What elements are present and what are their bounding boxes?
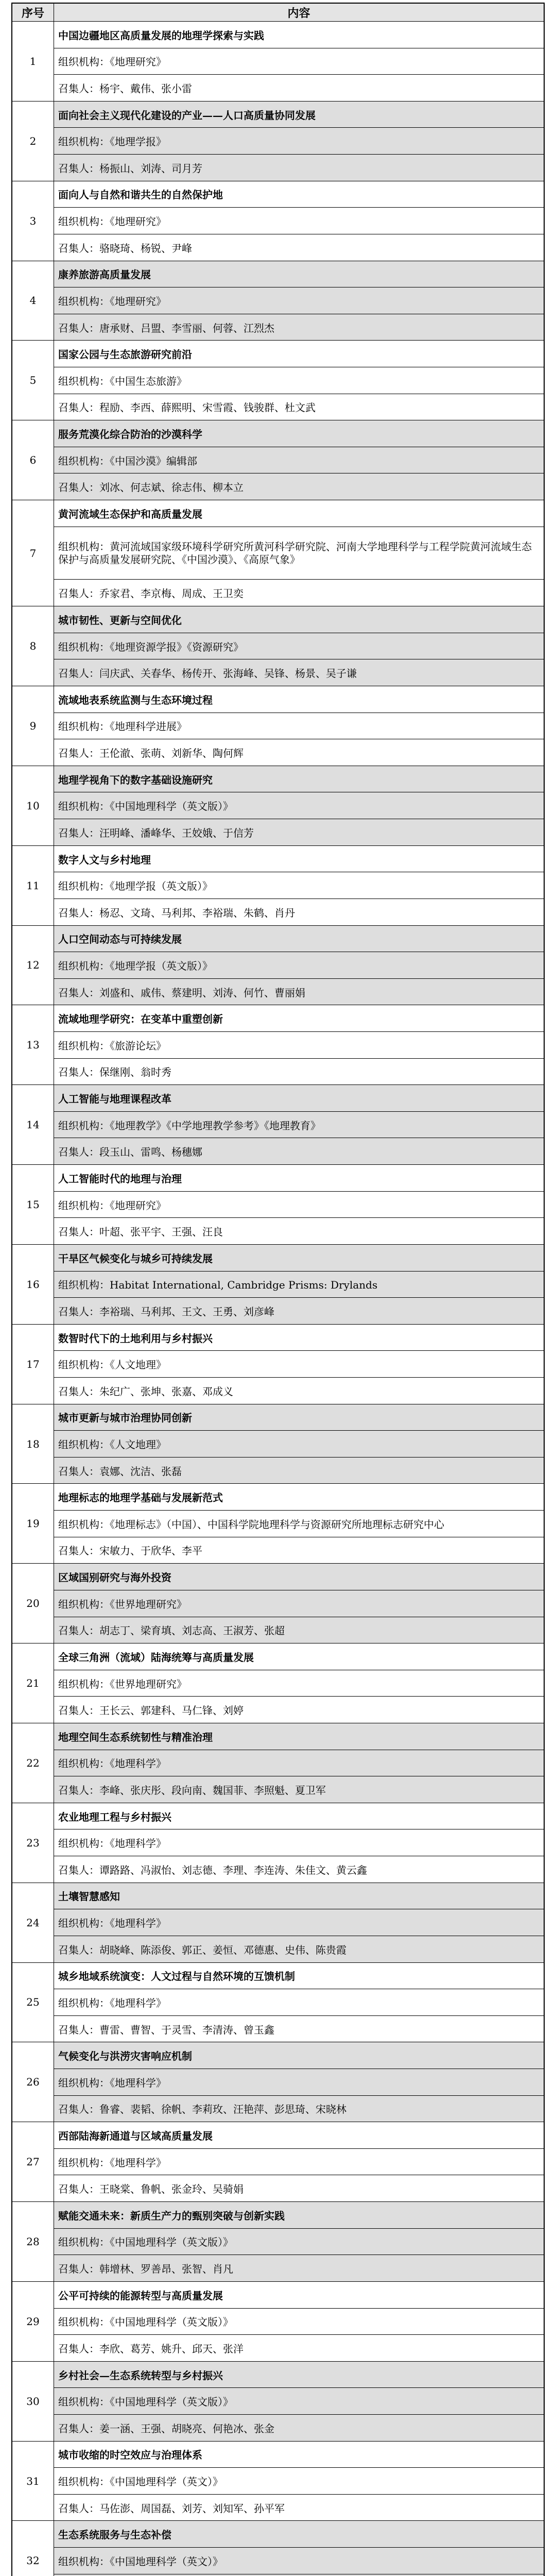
- row-content: [54, 181, 544, 261]
- row-content: [54, 846, 544, 925]
- table-row: [12, 606, 544, 686]
- row-number: 18: [12, 1404, 54, 1484]
- session-organizer: 组织机构：《人文地理》: [54, 1431, 544, 1458]
- session-title: 面向社会主义现代化建设的产业——人口高质量协同发展: [54, 101, 544, 128]
- table-row: [12, 1085, 544, 1165]
- session-conveners: 召集人：闫庆武、关春华、杨传开、张海峰、吴锋、杨景、吴子谦: [54, 659, 544, 686]
- row-number: 26: [12, 2042, 54, 2122]
- session-title: 城市更新与城市治理协同创新: [54, 1404, 544, 1431]
- row-number: 9: [12, 686, 54, 766]
- table-row: [12, 2122, 544, 2202]
- table-row: [12, 2521, 544, 2576]
- row-number: 4: [12, 261, 54, 341]
- header-num: 序号: [12, 4, 54, 21]
- session-conveners: 召集人：曹雷、曹智、于灵雪、李清涛、曾玉鑫: [58, 2023, 274, 2036]
- session-organizer: 组织机构：《地理学报（英文版）》: [54, 952, 544, 979]
- row-content: [54, 2042, 544, 2122]
- row-content: [54, 2202, 544, 2281]
- session-title: 生态系统服务与生态补偿: [54, 2521, 544, 2548]
- session-title: 城乡地域系统演变：人文过程与自然环境的互馈机制: [54, 1963, 544, 1990]
- row-content: [54, 420, 544, 500]
- table-row: [12, 1883, 544, 1963]
- table-row: [12, 1484, 544, 1564]
- table-row: [12, 2202, 544, 2282]
- table-row: [12, 1165, 544, 1245]
- session-organizer: 组织机构：《地理研究》: [54, 208, 544, 234]
- row-content: [54, 2122, 544, 2201]
- session-title: 土壤智慧感知: [54, 1883, 544, 1910]
- row-number: 25: [12, 1963, 54, 2042]
- session-organizer: 组织机构：《地理研究》: [54, 48, 544, 75]
- table-row: [12, 341, 544, 420]
- row-content: [54, 2362, 544, 2441]
- row-content: [54, 1883, 544, 1962]
- row-number: 22: [12, 1723, 54, 1803]
- session-title: 地理标志的地理学基础与发展新范式: [54, 1484, 544, 1511]
- session-organizer: 组织机构：Habitat International, Cambridge Prisms: Drylands: [54, 1272, 544, 1298]
- table-row: [12, 500, 544, 606]
- row-content: [54, 341, 544, 420]
- session-title: 面向人与自然和谐共生的自然保护地: [54, 181, 544, 208]
- row-number: 6: [12, 420, 54, 500]
- session-title: 公平可持续的能源转型与高质量发展: [54, 2282, 544, 2309]
- table-row: [12, 22, 544, 101]
- session-conveners: 召集人：王长云、郭建科、马仁锋、刘婷: [58, 1704, 244, 1717]
- row-content: [54, 1404, 544, 1484]
- row-number: 15: [12, 1165, 54, 1244]
- table-row: [12, 1404, 544, 1484]
- table-row: [12, 1643, 544, 1723]
- table-row: [12, 181, 544, 261]
- row-content: [54, 1723, 544, 1803]
- session-organizer: 组织机构：《地理学报（英文版）》: [54, 872, 544, 899]
- session-organizer: 组织机构：《地理研究》: [54, 287, 544, 314]
- session-organizer: 组织机构：《地理科学进展》: [54, 713, 544, 740]
- session-conveners: 召集人：杨振山、刘涛、司月芳: [54, 155, 544, 181]
- row-number: 1: [12, 22, 54, 101]
- session-conveners: 召集人：王晓棠、鲁帆、张金玲、吴骑娟: [58, 2183, 244, 2196]
- row-content: [54, 101, 544, 181]
- session-title: 城市收缩的时空效应与治理体系: [54, 2442, 544, 2468]
- session-organizer: 组织机构：《地理科学》: [54, 1829, 544, 1856]
- session-organizer: 组织机构：《中国沙漠》编辑部: [54, 447, 544, 474]
- row-number: 10: [12, 766, 54, 845]
- row-content: [54, 261, 544, 341]
- session-conveners: 召集人：韩增林、罗善昂、张智、肖凡: [54, 2255, 544, 2281]
- session-conveners: 召集人：乔家君、李京梅、周成、王卫奕: [58, 587, 244, 600]
- session-conveners: 召集人：保继刚、翁时秀: [58, 1066, 171, 1079]
- session-conveners: 召集人：胡晓峰、陈添俊、郭正、姜恒、邓德惠、史伟、陈贵霞: [54, 1936, 544, 1962]
- session-conveners: 召集人：刘盛和、戚伟、蔡建明、刘涛、何竹、曹丽娟: [54, 979, 544, 1005]
- session-conveners: 召集人：马佐澎、周国磊、刘芳、刘知军、孙平军: [58, 2502, 285, 2515]
- session-title: 人工智能与地理课程改革: [54, 1085, 544, 1112]
- row-number: 19: [12, 1484, 54, 1563]
- session-title: 黄河流域生态保护和高质量发展: [54, 500, 544, 527]
- session-title: 地理空间生态系统韧性与精准治理: [54, 1723, 544, 1750]
- session-conveners: 召集人：王伦澈、张萌、刘新华、陶何辉: [58, 747, 244, 760]
- header-content: 内容: [287, 6, 310, 20]
- session-title: 数智时代下的土地利用与乡村振兴: [54, 1325, 544, 1351]
- row-content: [54, 1643, 544, 1723]
- program-table: [11, 3, 545, 2576]
- session-organizer: 组织机构：《中国地理科学（英文版）》: [54, 2309, 544, 2335]
- table-row: [12, 846, 544, 926]
- session-title: 地理学视角下的数字基础设施研究: [54, 766, 544, 793]
- session-organizer: 组织机构：《地理标志》（中国）、中国科学院地理科学与资源研究所地理标志研究中心: [54, 1511, 544, 1537]
- row-number: 20: [12, 1564, 54, 1643]
- row-number: 30: [12, 2362, 54, 2441]
- row-content: [54, 22, 544, 101]
- session-title: 西部陆海新通道与区域高质量发展: [54, 2122, 544, 2149]
- row-number: 24: [12, 1883, 54, 1962]
- session-conveners: 召集人：李峰、张庆彤、段向南、魏国菲、李照魁、夏卫军: [54, 1776, 544, 1803]
- session-organizer: 组织机构：《地理科学》: [54, 1909, 544, 1936]
- row-content: [54, 2442, 544, 2521]
- session-conveners: 召集人：谭路路、冯淑怡、刘志德、李理、李连涛、朱佳文、黄云鑫: [58, 1863, 367, 1876]
- row-content: [54, 500, 544, 606]
- row-content: [54, 1325, 544, 1404]
- session-conveners: 召集人：唐承财、吕盟、李雪丽、何蓉、江烈杰: [54, 314, 544, 341]
- row-number: 5: [12, 341, 54, 420]
- row-content: [54, 1564, 544, 1643]
- table-row: [12, 101, 544, 181]
- session-title: 康养旅游高质量发展: [54, 261, 544, 288]
- row-number: 8: [12, 606, 54, 686]
- table-row: [12, 766, 544, 846]
- session-conveners: 召集人：杨宇、戴伟、张小雷: [58, 82, 192, 95]
- session-conveners: 召集人：李裕瑞、马利邦、王文、王勇、刘彦峰: [54, 1298, 544, 1324]
- row-number: 28: [12, 2202, 54, 2281]
- row-content: [54, 2521, 544, 2576]
- session-title: 国家公园与生态旅游研究前沿: [54, 341, 544, 367]
- row-number: 21: [12, 1643, 54, 1723]
- row-content: [54, 1484, 544, 1563]
- session-organizer: 组织机构：《地理资源学报》《资源研究》: [54, 633, 544, 660]
- row-number: 23: [12, 1803, 54, 1883]
- row-content: [54, 1005, 544, 1084]
- row-number: 2: [12, 101, 54, 181]
- table-row: [12, 1963, 544, 2043]
- session-organizer: 组织机构：《地理科学》: [54, 2149, 544, 2176]
- table-row: [12, 1325, 544, 1404]
- session-organizer: 组织机构：《地理学报》: [54, 128, 544, 155]
- session-organizer: 组织机构：《地理教学》《中学地理教学参考》《地理教育》: [54, 1112, 544, 1139]
- session-organizer: 组织机构：《人文地理》: [54, 1351, 544, 1378]
- session-title: 服务荒漠化综合防治的沙漠科学: [54, 420, 544, 447]
- session-title: 气候变化与洪涝灾害响应机制: [54, 2042, 544, 2069]
- session-organizer: 组织机构：《中国地理科学（英文版）》: [54, 2388, 544, 2415]
- table-row: [12, 1005, 544, 1085]
- table-row: [12, 1245, 544, 1325]
- row-number: 17: [12, 1325, 54, 1404]
- session-organizer: 组织机构：《中国地理科学（英文）》: [54, 2548, 544, 2574]
- session-organizer: 组织机构：《地理研究》: [54, 1192, 544, 1218]
- row-number: 3: [12, 181, 54, 261]
- row-number: 7: [12, 500, 54, 606]
- session-conveners: 召集人：汪明峰、潘峰华、王姣娥、于信芳: [54, 819, 544, 845]
- session-title: 流域地理学研究：在变革中重塑创新: [54, 1005, 544, 1032]
- row-number: 16: [12, 1245, 54, 1324]
- session-conveners: 召集人：鲁睿、裴韬、徐帆、李莉玫、汪艳萍、彭思琦、宋晓林: [54, 2096, 544, 2122]
- table-row: [12, 2442, 544, 2521]
- table-row: [12, 2042, 544, 2122]
- session-title: 流域地表系统监测与生态环境过程: [54, 686, 544, 713]
- table-row: [12, 1803, 544, 1883]
- table-row: [12, 261, 544, 341]
- row-content: [54, 1245, 544, 1324]
- row-content: [54, 606, 544, 686]
- session-organizer: 组织机构：《地理科学》: [54, 2069, 544, 2096]
- table-row: [12, 1723, 544, 1803]
- session-title: 赋能交通未来：新质生产力的甄别突破与创新实践: [54, 2202, 544, 2229]
- session-conveners: 召集人：李欣、葛芳、姚升、邱天、张洋: [58, 2342, 244, 2355]
- session-organizer: 组织机构：《中国地理科学（英文版）》: [54, 792, 544, 819]
- session-title: 城市韧性、更新与空间优化: [54, 606, 544, 633]
- session-title: 人工智能时代的地理与治理: [54, 1165, 544, 1192]
- row-number: 31: [12, 2442, 54, 2521]
- session-title: 乡村社会—生态系统转型与乡村振兴: [54, 2362, 544, 2388]
- session-conveners: 召集人：程励、李西、薛熙明、宋雪霞、钱骏群、杜文武: [58, 401, 316, 414]
- row-number: 32: [12, 2521, 54, 2576]
- session-conveners: 召集人：刘冰、何志斌、徐志伟、柳本立: [54, 473, 544, 500]
- session-title: 区域国别研究与海外投资: [54, 1564, 544, 1590]
- session-conveners: 召集人：宋敏力、于欣华、李平: [58, 1545, 202, 1557]
- row-content: [54, 1803, 544, 1883]
- session-conveners: 召集人：杨忍、文琦、马利邦、李裕瑞、朱鹤、肖丹: [58, 906, 295, 919]
- session-title: 全球三角洲（流域）陆海统筹与高质量发展: [54, 1643, 544, 1670]
- session-title: 农业地理工程与乡村振兴: [54, 1803, 544, 1830]
- session-organizer: 组织机构：《世界地理研究》: [54, 1670, 544, 1697]
- session-organizer: 组织机构：《中国地理科学（英文）》: [54, 2468, 544, 2495]
- row-number: 11: [12, 846, 54, 925]
- row-number: 14: [12, 1085, 54, 1164]
- session-title: 干旱区气候变化与城乡可持续发展: [54, 1245, 544, 1272]
- session-conveners: 召集人：叶超、张平宇、王强、汪良: [58, 1226, 223, 1239]
- row-content: [54, 1963, 544, 2042]
- session-organizer: 组织机构：《旅游论坛》: [54, 1032, 544, 1059]
- row-number: 29: [12, 2282, 54, 2361]
- session-conveners: [54, 2574, 544, 2576]
- session-conveners: 召集人：骆晓琦、杨锐、尹峰: [58, 242, 192, 255]
- session-organizer: 组织机构：《地理科学》: [54, 1750, 544, 1777]
- session-organizer: 组织机构：黄河流域国家级环境科学研究所黄河科学研究院、河南大学地理科学与工程学院黄河流域生态保护与高质量发展研究院、《中国沙漠》、《高原气象》: [54, 527, 544, 580]
- session-organizer: 组织机构：《中国生态旅游》: [54, 367, 544, 394]
- table-row: [12, 420, 544, 500]
- session-conveners: 召集人：胡志丁、梁育填、刘志高、王淑芳、张超: [54, 1617, 544, 1643]
- session-conveners: 召集人：朱纪广、张坤、张嘉、邓成义: [58, 1385, 233, 1398]
- row-number: 13: [12, 1005, 54, 1084]
- row-content: [54, 766, 544, 845]
- row-content: [54, 2282, 544, 2361]
- session-title: 人口空间动态与可持续发展: [54, 926, 544, 953]
- row-number: 27: [12, 2122, 54, 2201]
- table-row: [12, 686, 544, 766]
- session-organizer: 组织机构：《世界地理研究》: [54, 1590, 544, 1617]
- table-header: [12, 4, 544, 22]
- row-content: [54, 926, 544, 1005]
- table-row: [12, 1564, 544, 1643]
- session-organizer: 组织机构：《地理科学》: [54, 1989, 544, 2016]
- row-number: 12: [12, 926, 54, 1005]
- table-row: [12, 2362, 544, 2442]
- session-conveners: 召集人：段玉山、雷鸣、杨穗娜: [54, 1138, 544, 1164]
- session-conveners: 召集人：姜一涵、王强、胡晓亮、何艳冰、张金: [54, 2415, 544, 2441]
- session-title: 中国边疆地区高质量发展的地理学探索与实践: [54, 22, 544, 48]
- table-row: [12, 926, 544, 1006]
- table-row: [12, 2282, 544, 2362]
- session-title: 数字人文与乡村地理: [54, 846, 544, 873]
- row-content: [54, 1165, 544, 1244]
- session-conveners: 召集人：袁娜、沈洁、张磊: [54, 1458, 544, 1484]
- row-content: [54, 1085, 544, 1164]
- row-content: [54, 686, 544, 766]
- session-organizer: 组织机构：《中国地理科学（英文版）》: [54, 2229, 544, 2256]
